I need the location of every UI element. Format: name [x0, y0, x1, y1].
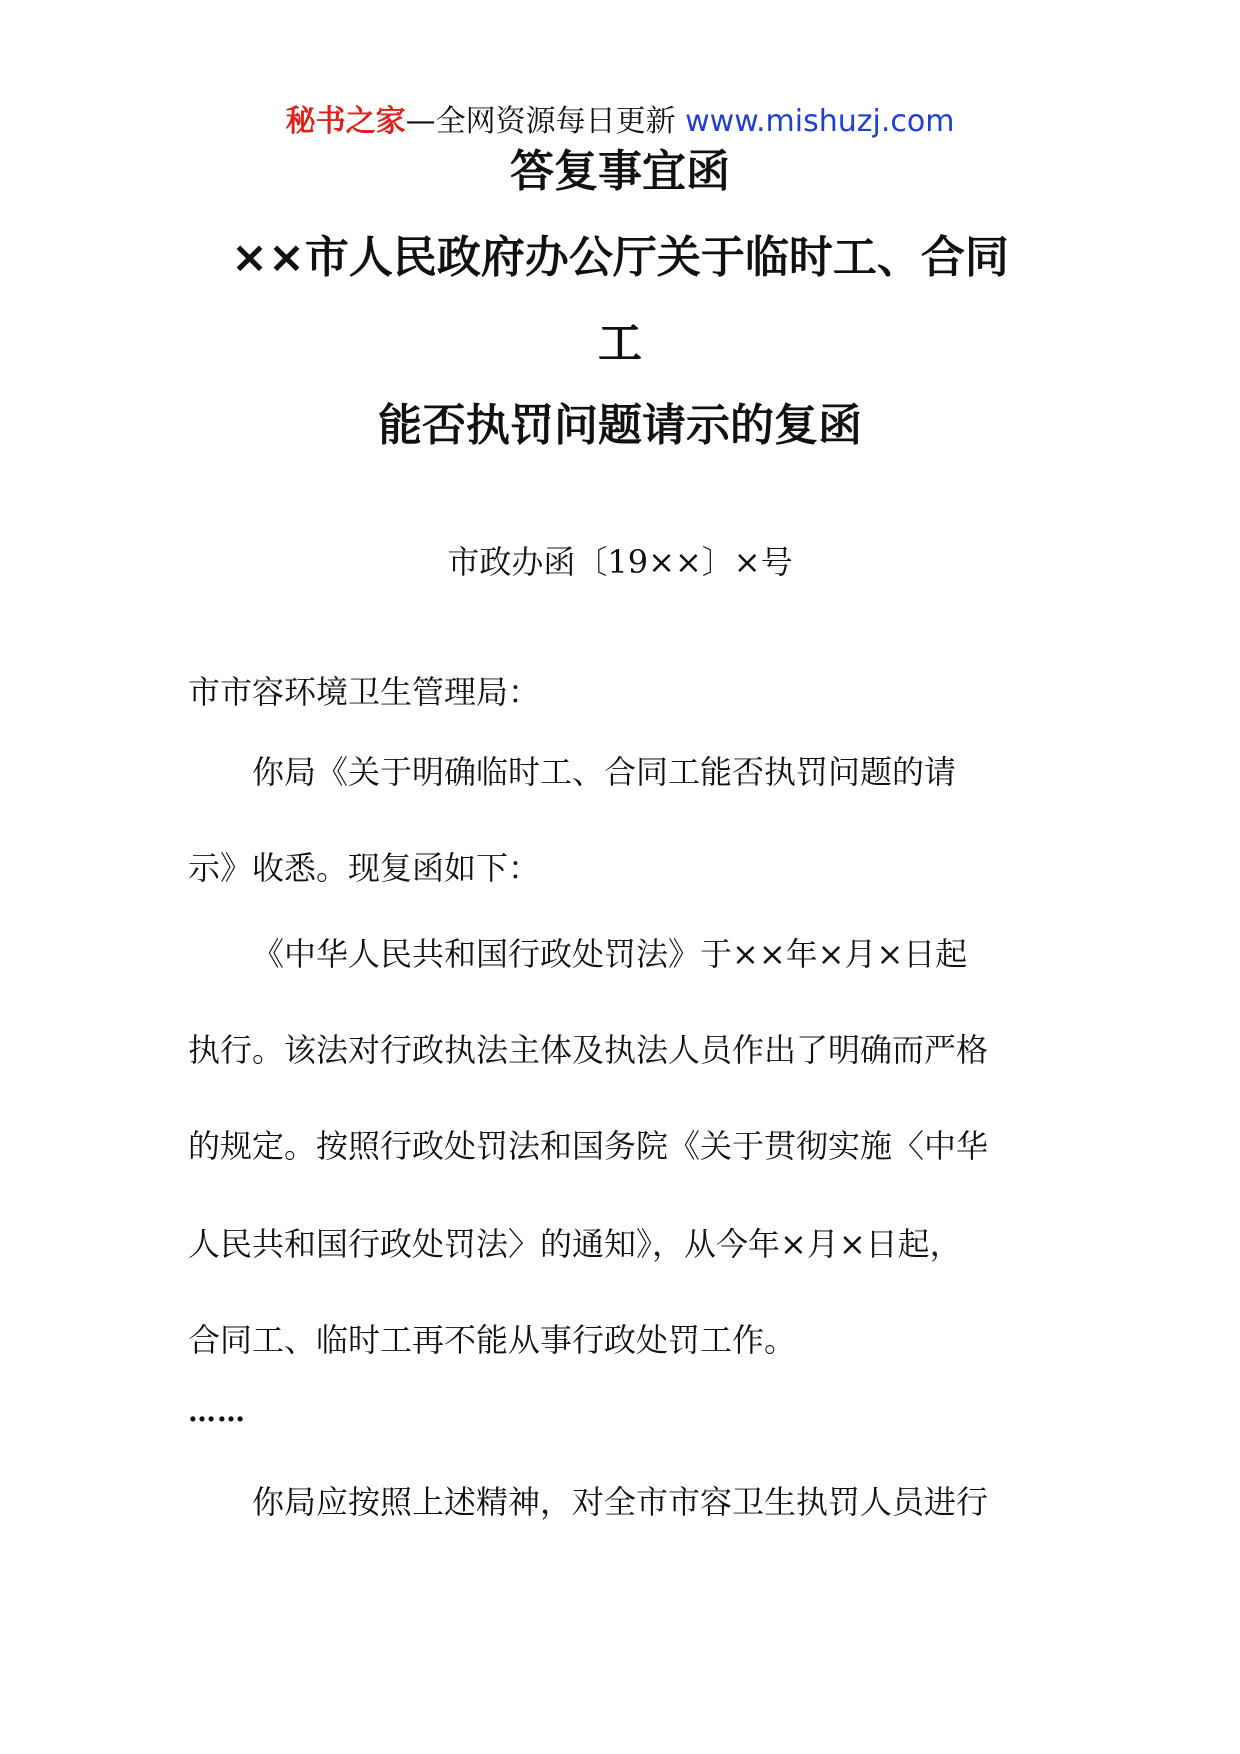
- header-tagline: —全网资源每日更新: [405, 104, 676, 139]
- recipient-line: 市市容环境卫生管理局：: [188, 673, 541, 711]
- closing-line: 你局应按照上述精神，对全市市容卫生执罚人员进行: [252, 1483, 989, 1521]
- document-title-line-2: 工: [598, 318, 642, 369]
- category-title: 答复事宜函: [510, 146, 730, 197]
- document-number: 市政办函〔19××〕×号: [447, 543, 793, 581]
- brand-name: 秘书之家: [285, 104, 406, 139]
- body-line: 《中华人民共和国行政处罚法》于××年×月×日起: [252, 935, 968, 973]
- body-line: 示》收悉。现复函如下：: [188, 849, 541, 887]
- body-line: 执行。该法对行政执法主体及执法人员作出了明确而严格: [188, 1031, 989, 1069]
- site-header: [0, 100, 1240, 144]
- body-line: 你局《关于明确临时工、合同工能否执罚问题的请: [252, 753, 957, 791]
- ellipsis: ……: [188, 1395, 246, 1428]
- document-title-line-3: 能否执罚问题请示的复函: [378, 400, 862, 451]
- body-line: 的规定。按照行政处罚法和国务院《关于贯彻实施〈中华: [188, 1127, 989, 1165]
- site-url-link[interactable]: www.mishuzj.com: [685, 104, 955, 139]
- body-line: 人民共和国行政处罚法〉的通知》，从今年×月×日起，: [188, 1225, 962, 1263]
- body-line: 合同工、临时工再不能从事行政处罚工作。: [188, 1321, 797, 1359]
- document-title-line-1: ××市人民政府办公厅关于临时工、合同: [231, 232, 1009, 283]
